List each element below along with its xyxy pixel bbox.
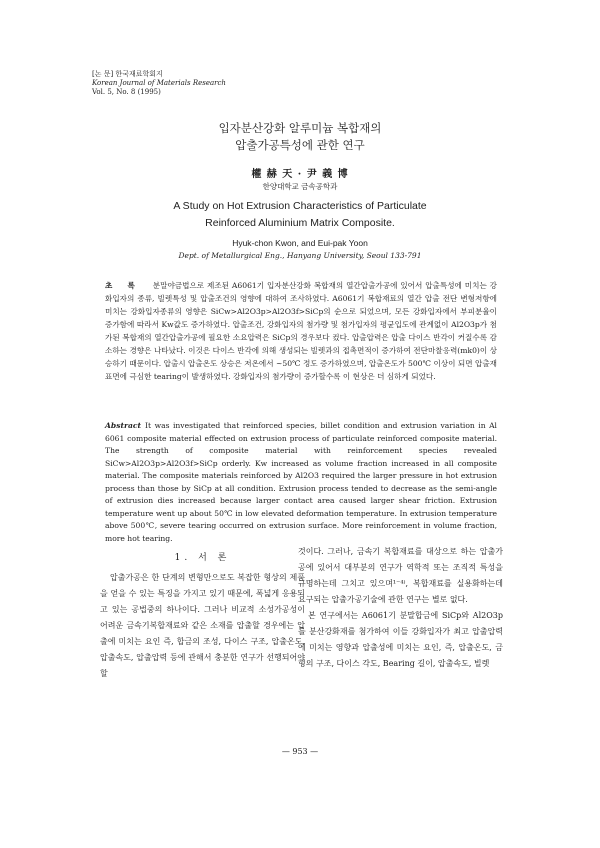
left-column (100, 550, 305, 682)
english-authors: Hyuk-chon Kwon, and Eui-pak Yoon (232, 238, 368, 248)
korean-affiliation: 한양대학교 금속공학과 (262, 182, 338, 191)
english-abstract (105, 420, 497, 545)
english-abstract-label: Abstract (105, 421, 142, 430)
korean-abstract (105, 279, 497, 383)
journal-header (92, 70, 226, 97)
page-number: — 953 — (281, 747, 319, 756)
journal-line-2: Korean Journal of Materials Research (92, 79, 226, 87)
english-title (0, 198, 600, 232)
korean-title (0, 120, 600, 154)
section-heading: 1. 서 론 (174, 553, 231, 563)
korean-abstract-label: 초 록 (105, 281, 141, 290)
journal-line-3: Vol. 5, No. 8 (1995) (92, 88, 161, 96)
english-affiliation: Dept. of Metallurgical Eng., Hanyang University, Seoul 133-791 (178, 251, 422, 260)
right-column (298, 544, 503, 672)
english-title-line-2: Reinforced Aluminium Matrix Composite. (205, 217, 395, 229)
korean-title-line-2: 압출가공특성에 관한 연구 (235, 138, 365, 152)
intro-paragraph-right-1: 것이다. 그러나, 금속기 복합재료를 대상으로 하는 압출가공에 있어서 대부분의 연구가 역학적 또는 조직적 특성을 규명하는데 그치고 있으며¹⁻⁴⁾, 복합재료를 실용화하는데 요구되는 압출가공기술에 관한 연구는 별로 없다. (298, 547, 503, 604)
korean-title-line-1: 입자분산강화 알루미늄 복합재의 (218, 121, 382, 135)
english-title-line-1: A Study on Hot Extrusion Characteristics of Particulate (173, 200, 427, 212)
english-abstract-text: It was investigated that reinforced species, billet condition and extrusion variation in Al 6061 composite material effected on extrusion process of particulate reinforced composite material. The strength of composite material with reinforcement species revealed SiCw>Al2O3p>Al2O3f>SiCp orderly. Kw increased as volume fraction increased in all composite material. The composite materials reinforced by Al2O3 required the larger pressure in hot extrusion process than those by SiCp at all condition. Extrusion process tended to decrease as the semi-angle of extrusion dies increased because larger contact area caused larger shear friction. Extrusion temperature went up about 50℃ in low elevated deformation temperature. In extrusion temperature above 500℃, severe tearing occurred on extrusion surface. More reinforcement in volume fraction, more hot tearing. (105, 421, 497, 543)
journal-line-1: [논 문] 한국재료학회지 (92, 70, 163, 78)
korean-authors: 權 赫 天 · 尹 義 博 (251, 169, 349, 180)
intro-paragraph-right-2: 본 연구에서는 A6061기 분말합금에 SiCp와 Al2O3p를 분산강화재를 첨가하여 이들 강화입자가 최고 압출압력에 미치는 영향과 압출성에 미치는 요인, 즉, 압출온도, 금형의 구조, 다이스 각도, Bearing 길이, 압출속도, 빌렛 (298, 611, 503, 668)
intro-paragraph-left: 압출가공은 한 단계의 변형만으로도 복잡한 형상의 제품을 얻을 수 있는 특징을 가지고 있기 때문에, 폭넓게 응용되고 있는 공법중의 하나이다. 그러나 비교적 소성가공성이 어려운 금속기복합재료와 같은 소재를 압출할 경우에는 압출에 미치는 요인 즉, 합금의 조성, 다이스 구조, 압출온도, 압출속도, 압출압력 등에 관해서 충분한 연구가 선행되어야 할 (100, 573, 305, 678)
korean-abstract-text: 분말야금법으로 제조된 A6061기 입자분산강화 복합재의 열간압출가공에 있어서 압출특성에 미치는 강화입자의 종류, 빌렛특성 및 압출조건의 영향에 대하여 조사하였다. A6061기 복합재료의 열간 압출 전단 변형저항에 미치는 강화입자종류의 영향은 SiCw>Al2O3p>Al2O3f>SiCp의 순으로 되었으며, 모든 강화입자에서 부피분율이 증가함에 따라서 Kw값도 증가하였다. 압출조건, 강화입자의 첨가량 및 첨가입자의 평균입도에 관계없이 Al2O3p가 첨가된 복합재의 열간압출가공에 필요한 소요압력은 SiCp의 경우보다 컸다. 압출압력은 압출 다이스 반각이 커질수록 감소하는 경향은 나타났다. 이것은 다이스 반각에 의해 생성되는 빌렛과의 접촉면적이 증가하여 전단마찰응력(mk0)이 상승하기 때문이다. 압출시 압출온도 상승은 저온에서 ~50℃ 정도 증가하였으며, 압출온도가 500℃ 이상이 되면 압출재 표면에 극심한 tearing이 발생하였다. 강화입자의 첨가량이 증가할수록 이 현상은 더 심하게 되었다. (105, 281, 497, 381)
